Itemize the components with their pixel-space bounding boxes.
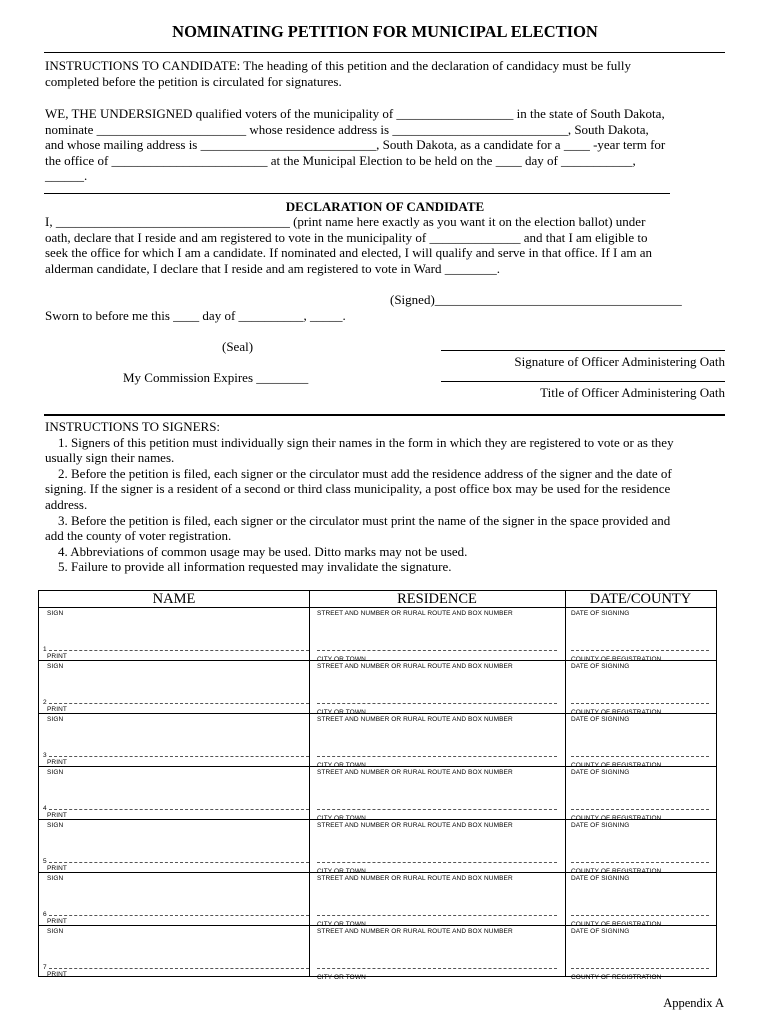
city-label: CITY OR TOWN	[317, 709, 366, 716]
signature-row	[39, 872, 716, 928]
county-label: COUNTY OF REGISTRATION	[571, 656, 662, 663]
date-field[interactable]	[571, 809, 709, 810]
signers-line-8: 4. Abbreviations of common usage may be used. Ditto marks may not be used.	[45, 544, 468, 559]
print-label: PRINT	[47, 653, 67, 660]
signers-line-6: 3. Before the petition is filed, each signer or the circulator must print the name of the signer in the space provided and	[45, 513, 671, 528]
name-sign-field[interactable]	[49, 809, 309, 810]
print-label: PRINT	[47, 918, 67, 925]
city-label: CITY OR TOWN	[317, 921, 366, 928]
signature-officer-label: Signature of Officer Administering Oath	[514, 354, 725, 369]
print-label: PRINT	[47, 706, 67, 713]
county-label: COUNTY OF REGISTRATION	[571, 762, 662, 769]
city-label: CITY OR TOWN	[317, 815, 366, 822]
street-field[interactable]	[317, 968, 557, 969]
signature-row	[39, 766, 716, 822]
name-sign-field[interactable]	[49, 862, 309, 863]
name-sign-field[interactable]	[49, 756, 309, 757]
page-title: NOMINATING PETITION FOR MUNICIPAL ELECTION	[172, 22, 598, 41]
date-field[interactable]	[571, 968, 709, 969]
street-label: STREET AND NUMBER OR RURAL ROUTE AND BOX NUMBER	[317, 822, 513, 829]
date-field[interactable]	[571, 915, 709, 916]
date-label: DATE OF SIGNING	[571, 610, 630, 617]
street-field[interactable]	[317, 809, 557, 810]
signers-line-4: signing. If the signer is a resident of a second or third class municipality, a post office box may be used for the residence	[45, 481, 671, 496]
declaration-heading: DECLARATION OF CANDIDATE	[285, 199, 485, 214]
name-sign-field[interactable]	[49, 968, 309, 969]
date-label: DATE OF SIGNING	[571, 875, 630, 882]
city-label: CITY OR TOWN	[317, 656, 366, 663]
signature-row	[39, 713, 716, 769]
instructions-candidate-line-2: completed before the petition is circulated for signatures.	[45, 74, 342, 89]
header-name: NAME	[152, 591, 196, 607]
street-label: STREET AND NUMBER OR RURAL ROUTE AND BOX NUMBER	[317, 610, 513, 617]
street-field[interactable]	[317, 703, 557, 704]
street-label: STREET AND NUMBER OR RURAL ROUTE AND BOX NUMBER	[317, 769, 513, 776]
header-residence: RESIDENCE	[397, 591, 477, 607]
section-rule	[44, 193, 670, 194]
street-label: STREET AND NUMBER OR RURAL ROUTE AND BOX NUMBER	[317, 716, 513, 723]
sign-label: SIGN	[47, 716, 64, 723]
street-field[interactable]	[317, 862, 557, 863]
date-field[interactable]	[571, 703, 709, 704]
date-label: DATE OF SIGNING	[571, 928, 630, 935]
sign-label: SIGN	[47, 663, 64, 670]
city-label: CITY OR TOWN	[317, 868, 366, 875]
signature-table	[38, 590, 717, 981]
name-sign-field[interactable]	[49, 703, 309, 704]
sworn-line: Sworn to before me this ____ day of __________, _____.	[45, 308, 346, 323]
sign-label: SIGN	[47, 875, 64, 882]
row-number: 3	[43, 752, 47, 759]
officer-signature-rule	[441, 350, 725, 351]
row-number: 5	[43, 858, 47, 865]
signers-line-5: address.	[45, 497, 88, 512]
row-number: 4	[43, 805, 47, 812]
header-date-county: DATE/COUNTY	[589, 591, 692, 607]
declaration-line-2: oath, declare that I reside and am registered to vote in the municipality of ______________ and that I am eligible to	[45, 230, 648, 245]
street-label: STREET AND NUMBER OR RURAL ROUTE AND BOX NUMBER	[317, 663, 513, 670]
seal-label: (Seal)	[222, 339, 254, 354]
appendix-label: Appendix A	[663, 996, 724, 1010]
street-label: STREET AND NUMBER OR RURAL ROUTE AND BOX NUMBER	[317, 928, 513, 935]
undersigned-line-5: ______.	[45, 168, 88, 183]
signature-row	[39, 660, 716, 716]
signers-heading: INSTRUCTIONS TO SIGNERS:	[45, 419, 221, 434]
declaration-line-4: alderman candidate, I declare that I reside and am registered to vote in Ward ________.	[45, 261, 500, 276]
print-label: PRINT	[47, 812, 67, 819]
sign-label: SIGN	[47, 928, 64, 935]
undersigned-line-3: and whose mailing address is ___________________________, South Dakota, as a candidate for a ____ -year term for	[45, 137, 666, 152]
date-label: DATE OF SIGNING	[571, 822, 630, 829]
sign-label: SIGN	[47, 822, 64, 829]
street-field[interactable]	[317, 650, 557, 651]
date-field[interactable]	[571, 862, 709, 863]
sign-label: SIGN	[47, 610, 64, 617]
print-label: PRINT	[47, 971, 67, 978]
name-sign-field[interactable]	[49, 915, 309, 916]
row-number: 7	[43, 964, 47, 971]
name-sign-field[interactable]	[49, 650, 309, 651]
instructions-candidate-line-1: INSTRUCTIONS TO CANDIDATE: The heading of this petition and the declaration of candidacy must be fully	[45, 58, 631, 73]
declaration-line-1: I, ____________________________________ (print name here exactly as you want it on the election ballot) under	[45, 214, 646, 229]
date-label: DATE OF SIGNING	[571, 663, 630, 670]
county-label: COUNTY OF REGISTRATION	[571, 974, 662, 981]
commission-expires: My Commission Expires ________	[123, 370, 309, 385]
county-label: COUNTY OF REGISTRATION	[571, 921, 662, 928]
street-field[interactable]	[317, 915, 557, 916]
declaration-line-3: seek the office for which I am a candidate. If nominated and elected, I will qualify and serve in that office. If I am an	[45, 245, 653, 260]
signature-row	[39, 819, 716, 875]
signers-line-2: usually sign their names.	[45, 450, 175, 465]
signers-line-1: 1. Signers of this petition must individually sign their names in the form in which they are registered to vote or as they	[45, 435, 674, 450]
print-label: PRINT	[47, 865, 67, 872]
city-label: CITY OR TOWN	[317, 974, 366, 981]
signature-row	[39, 925, 716, 981]
county-label: COUNTY OF REGISTRATION	[571, 709, 662, 716]
street-label: STREET AND NUMBER OR RURAL ROUTE AND BOX NUMBER	[317, 875, 513, 882]
signers-line-7: add the county of voter registration.	[45, 528, 232, 543]
sign-label: SIGN	[47, 769, 64, 776]
undersigned-line-4: the office of ________________________ at the Municipal Election to be held on the ____ day of ___________,	[45, 153, 636, 168]
county-label: COUNTY OF REGISTRATION	[571, 815, 662, 822]
date-field[interactable]	[571, 756, 709, 757]
date-label: DATE OF SIGNING	[571, 716, 630, 723]
row-number: 6	[43, 911, 47, 918]
signed-line: (Signed)______________________________________	[390, 292, 682, 307]
signers-line-3: 2. Before the petition is filed, each signer or the circulator must add the residence address of the signer and the date of	[45, 466, 672, 481]
title-officer-label: Title of Officer Administering Oath	[540, 385, 725, 400]
undersigned-line-2: nominate _______________________ whose residence address is ___________________________, South Dakota,	[45, 122, 649, 137]
date-field[interactable]	[571, 650, 709, 651]
signature-row	[39, 607, 716, 663]
row-number: 1	[43, 646, 47, 653]
date-label: DATE OF SIGNING	[571, 769, 630, 776]
signers-line-9: 5. Failure to provide all information requested may invalidate the signature.	[45, 559, 452, 574]
city-label: CITY OR TOWN	[317, 762, 366, 769]
signers-rule	[44, 414, 725, 416]
print-label: PRINT	[47, 759, 67, 766]
undersigned-line-1: WE, THE UNDERSIGNED qualified voters of the municipality of __________________ in the state of South Dakota,	[45, 106, 665, 121]
title-rule	[44, 52, 725, 53]
officer-title-rule	[441, 381, 725, 382]
row-number: 2	[43, 699, 47, 706]
county-label: COUNTY OF REGISTRATION	[571, 868, 662, 875]
street-field[interactable]	[317, 756, 557, 757]
